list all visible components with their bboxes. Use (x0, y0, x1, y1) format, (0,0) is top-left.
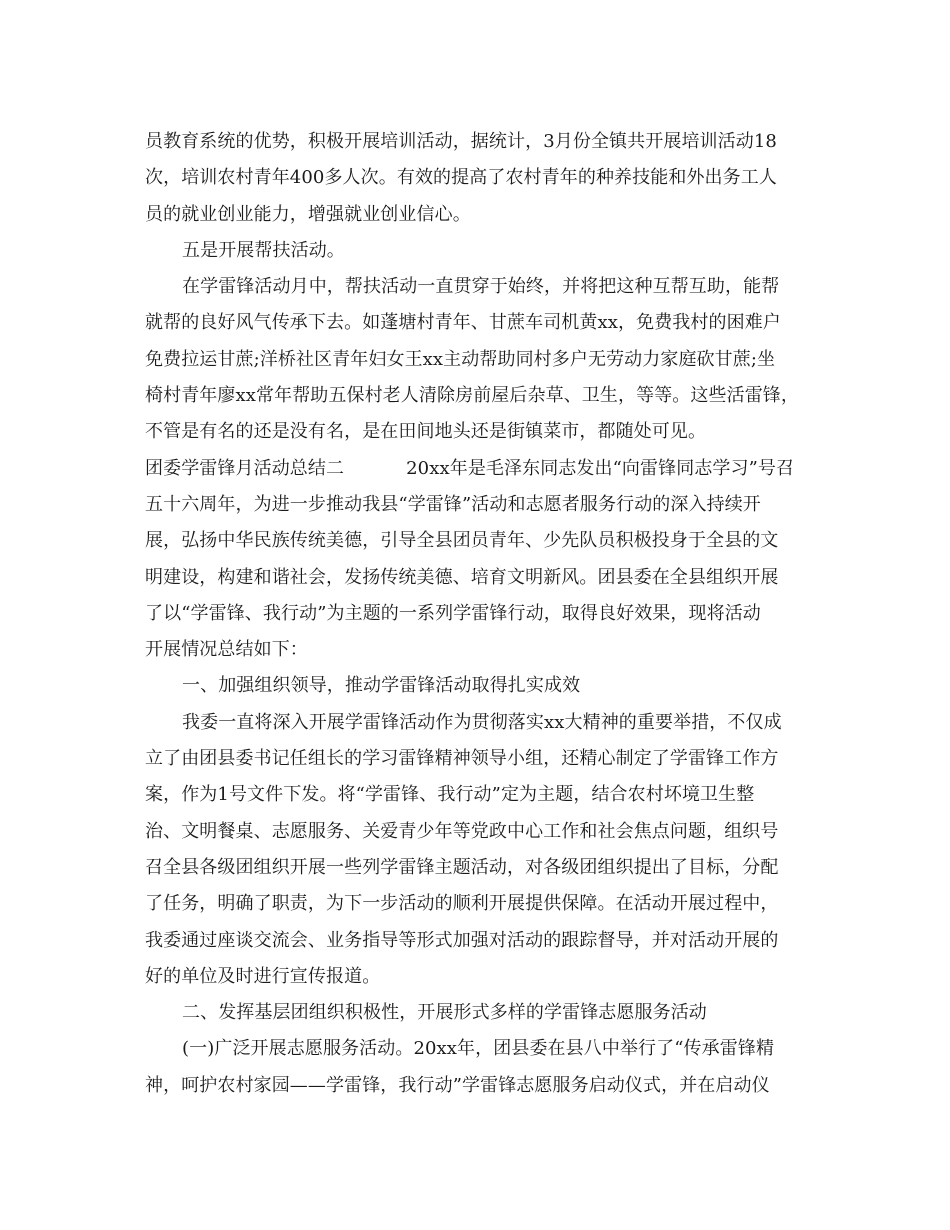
text-line: 免费拉运甘蔗;洋桥社区青年妇女王xx主动帮助同村多户无劳动力家庭砍甘蔗;坐 (145, 348, 776, 370)
text-line: 案，作为1号文件下发。将“学雷锋、我行动”定为主题，结合农村坏境卫生整 (145, 784, 755, 806)
text-line: 员教育系统的优势，积极开展培训活动，据统计，3月份全镇共开展培训活动18 (145, 131, 777, 152)
text-line: 开展情况总结如下： (145, 639, 308, 661)
article-title-line (145, 451, 815, 487)
section-heading: 一、加强组织领导，推动学雷锋活动取得扎实成效 (182, 675, 581, 697)
text-line: 次，培训农村青年400多人次。有效的提高了农村青年的种养技能和外出务工人 (145, 167, 777, 189)
text-line: 立了由团县委书记任组长的学习雷锋精神领导小组，还精心制定了学雷锋工作方 (145, 748, 779, 770)
text-line: 就帮的良好风气传承下去。如蓬塘村青年、甘蔗车司机黄xx，免费我村的困难户 (145, 312, 781, 334)
article-title: 团委学雷锋月活动总结二 (145, 457, 345, 479)
document-body (145, 124, 815, 1104)
section-heading: 五是开展帮扶活动。 (182, 239, 345, 261)
text-line: 神，呵护农村家园——学雷锋，我行动”学雷锋志愿服务启动仪式，并在启动仪 (145, 1074, 770, 1096)
text-line: 椅村青年廖xx常年帮助五保村老人清除房前屋后杂草、卫生，等等。这些活雷锋， (145, 385, 799, 407)
section-heading: 二、发挥基层团组织积极性，开展形式多样的学雷锋志愿服务活动 (182, 1002, 707, 1024)
text-line: 了任务，明确了职责，为下一步活动的顺利开展提供保障。在活动开展过程中， (145, 893, 779, 915)
text-line: 召全县各级团组织开展一些列学雷锋主题活动，对各级团组织提出了目标，分配 (145, 856, 779, 878)
article-intro: 20xx年是毛泽东同志发出“向雷锋同志学习”号召 (406, 457, 795, 479)
text-line: 我委通过座谈交流会、业务指导等形式加强对活动的跟踪督导，并对活动开展的 (145, 929, 779, 951)
text-line: 不管是有名的还是没有名，是在田间地头还是街镇菜市，都随处可见。 (145, 421, 707, 443)
paragraph-start: 在学雷锋活动月中，帮扶活动一直贯穿于始终，并将把这种互帮互助，能帮 (182, 276, 780, 298)
paragraph-start: (一)广泛开展志愿服务活动。20xx年，团县委在县八中举行了“传承雷锋精 (182, 1038, 775, 1060)
text-line: 了以“学雷锋、我行动”为主题的一系列学雷锋行动，取得良好效果，现将活动 (145, 602, 761, 624)
text-line: 明建设，构建和谐社会，发扬传统美德、培育文明新风。团县委在全县组织开展 (145, 566, 779, 588)
paragraph-start: 我委一直将深入开展学雷锋活动作为贯彻落实xx大精神的重要举措，不仅成 (182, 711, 782, 733)
text-line: 员的就业创业能力，增强就业创业信心。 (145, 203, 471, 225)
text-line: 治、文明餐桌、志愿服务、关爱青少年等党政中心工作和社会焦点问题，组织号 (145, 820, 779, 842)
text-line: 五十六周年，为进一步推动我县“学雷锋”活动和志愿者服务行动的深入持续开 (145, 493, 761, 515)
text-line: 展，弘扬中华民族传统美德，引导全县团员青年、少先队员积极投身于全县的文 (145, 530, 779, 552)
text-line: 好的单位及时进行宣传报道。 (145, 965, 381, 987)
